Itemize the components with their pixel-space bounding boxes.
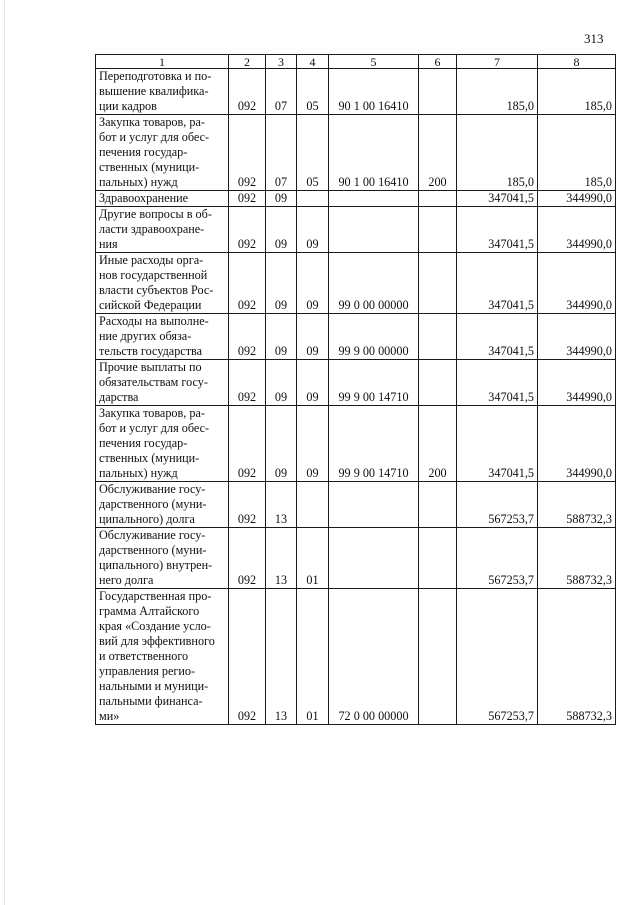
cell-amount-year1: 347041,5 [457, 360, 538, 406]
row-name-text: Государственная про- грамма Алтайского края «Создание усло- вий для эффективного и ответственного управления регио- нальными и муници- пальными финанса- ми» [99, 589, 215, 723]
cell-target-article: 72 0 00 00000 [329, 589, 419, 725]
scan-edge-mark [4, 0, 5, 905]
table-row [96, 69, 616, 115]
cell-section: 09 [266, 191, 297, 207]
cell-amount-year2: 344990,0 [538, 360, 616, 406]
cell-code-admin: 092 [229, 191, 266, 207]
cell-amount-year2: 588732,3 [538, 528, 616, 589]
table-row [96, 406, 616, 482]
cell-code-admin: 092 [229, 528, 266, 589]
row-name-text: Здравоохранение [99, 191, 189, 205]
row-name-text: Закупка товаров, ра- бот и услуг для обес- печения государ- ственных (муници- пальных) нужд [99, 406, 210, 480]
cell-expense-type [419, 528, 457, 589]
cell-target-article [329, 528, 419, 589]
cell-expense-type [419, 314, 457, 360]
row-name-cell [96, 207, 229, 253]
row-name-text: Обслуживание госу- дарственного (муни- ципального) долга [99, 482, 207, 526]
cell-expense-type [419, 191, 457, 207]
row-name-cell [96, 406, 229, 482]
cell-subsection: 09 [297, 360, 329, 406]
row-name-text: Прочие выплаты по обязательствам госу- дарства [99, 360, 208, 404]
row-name-cell [96, 360, 229, 406]
cell-target-article: 99 0 00 00000 [329, 253, 419, 314]
cell-amount-year1: 567253,7 [457, 482, 538, 528]
cell-expense-type [419, 207, 457, 253]
header-cell: 2 [229, 55, 266, 69]
cell-amount-year2: 185,0 [538, 69, 616, 115]
cell-amount-year1: 347041,5 [457, 207, 538, 253]
cell-amount-year1: 567253,7 [457, 589, 538, 725]
cell-amount-year2: 588732,3 [538, 482, 616, 528]
cell-target-article [329, 482, 419, 528]
row-name-text: Переподготовка и по- вышение квалифика- ции кадров [99, 69, 212, 113]
cell-expense-type [419, 253, 457, 314]
cell-amount-year1: 347041,5 [457, 191, 538, 207]
cell-subsection [297, 191, 329, 207]
cell-amount-year1: 347041,5 [457, 314, 538, 360]
cell-section: 07 [266, 115, 297, 191]
row-name-cell [96, 253, 229, 314]
cell-target-article [329, 191, 419, 207]
cell-amount-year2: 588732,3 [538, 589, 616, 725]
cell-amount-year2: 344990,0 [538, 314, 616, 360]
cell-section: 09 [266, 253, 297, 314]
table-row [96, 191, 616, 207]
cell-target-article: 90 1 00 16410 [329, 115, 419, 191]
cell-amount-year2: 185,0 [538, 115, 616, 191]
cell-code-admin: 092 [229, 69, 266, 115]
cell-subsection: 01 [297, 589, 329, 725]
cell-amount-year1: 347041,5 [457, 253, 538, 314]
row-name-cell [96, 589, 229, 725]
budget-table [95, 54, 616, 725]
row-name-cell [96, 191, 229, 207]
cell-code-admin: 092 [229, 207, 266, 253]
cell-subsection: 01 [297, 528, 329, 589]
page-number: 313 [584, 31, 604, 46]
cell-amount-year1: 185,0 [457, 115, 538, 191]
cell-section: 09 [266, 406, 297, 482]
row-name-text: Иные расходы орга- нов государственной власти субъектов Рос- сийской Федерации [99, 253, 214, 312]
header-cell: 1 [96, 55, 229, 69]
header-cell: 8 [538, 55, 616, 69]
cell-subsection: 05 [297, 115, 329, 191]
row-name-cell [96, 69, 229, 115]
cell-subsection: 09 [297, 406, 329, 482]
header-cell: 6 [419, 55, 457, 69]
row-name-cell [96, 482, 229, 528]
cell-amount-year2: 344990,0 [538, 207, 616, 253]
table-row [96, 115, 616, 191]
header-cell: 4 [297, 55, 329, 69]
cell-amount-year1: 185,0 [457, 69, 538, 115]
cell-expense-type [419, 589, 457, 725]
cell-subsection: 05 [297, 69, 329, 115]
table-row [96, 360, 616, 406]
cell-amount-year1: 347041,5 [457, 406, 538, 482]
cell-code-admin: 092 [229, 482, 266, 528]
row-name-cell [96, 115, 229, 191]
cell-target-article: 90 1 00 16410 [329, 69, 419, 115]
row-name-text: Другие вопросы в об- ласти здравоохране- ния [99, 207, 212, 251]
table-row [96, 589, 616, 725]
cell-expense-type [419, 69, 457, 115]
cell-target-article: 99 9 00 00000 [329, 314, 419, 360]
row-name-cell [96, 314, 229, 360]
cell-section: 09 [266, 360, 297, 406]
cell-subsection: 09 [297, 314, 329, 360]
cell-target-article: 99 9 00 14710 [329, 406, 419, 482]
cell-code-admin: 092 [229, 406, 266, 482]
cell-target-article: 99 9 00 14710 [329, 360, 419, 406]
cell-expense-type: 200 [419, 406, 457, 482]
cell-subsection: 09 [297, 207, 329, 253]
cell-amount-year2: 344990,0 [538, 191, 616, 207]
row-name-text: Закупка товаров, ра- бот и услуг для обес- печения государ- ственных (муници- пальных) нужд [99, 115, 210, 189]
cell-section: 09 [266, 207, 297, 253]
header-cell: 3 [266, 55, 297, 69]
cell-amount-year1: 567253,7 [457, 528, 538, 589]
cell-code-admin: 092 [229, 253, 266, 314]
cell-expense-type [419, 482, 457, 528]
row-name-text: Обслуживание госу- дарственного (муни- ципального) внутрен- него долга [99, 528, 213, 587]
cell-target-article [329, 207, 419, 253]
row-name-text: Расходы на выполне- ние других обяза- тельств государства [99, 314, 209, 358]
cell-code-admin: 092 [229, 115, 266, 191]
table-row [96, 528, 616, 589]
cell-code-admin: 092 [229, 314, 266, 360]
cell-subsection: 09 [297, 253, 329, 314]
table-row [96, 207, 616, 253]
header-cell: 5 [329, 55, 419, 69]
cell-amount-year2: 344990,0 [538, 253, 616, 314]
cell-expense-type: 200 [419, 115, 457, 191]
cell-code-admin: 092 [229, 589, 266, 725]
cell-amount-year2: 344990,0 [538, 406, 616, 482]
cell-subsection [297, 482, 329, 528]
cell-section: 13 [266, 528, 297, 589]
cell-section: 09 [266, 314, 297, 360]
header-cell: 7 [457, 55, 538, 69]
cell-section: 13 [266, 589, 297, 725]
table-row [96, 482, 616, 528]
cell-code-admin: 092 [229, 360, 266, 406]
row-name-cell [96, 528, 229, 589]
table-row [96, 253, 616, 314]
cell-section: 13 [266, 482, 297, 528]
cell-expense-type [419, 360, 457, 406]
cell-section: 07 [266, 69, 297, 115]
table-header-row [96, 55, 616, 69]
table-row [96, 314, 616, 360]
